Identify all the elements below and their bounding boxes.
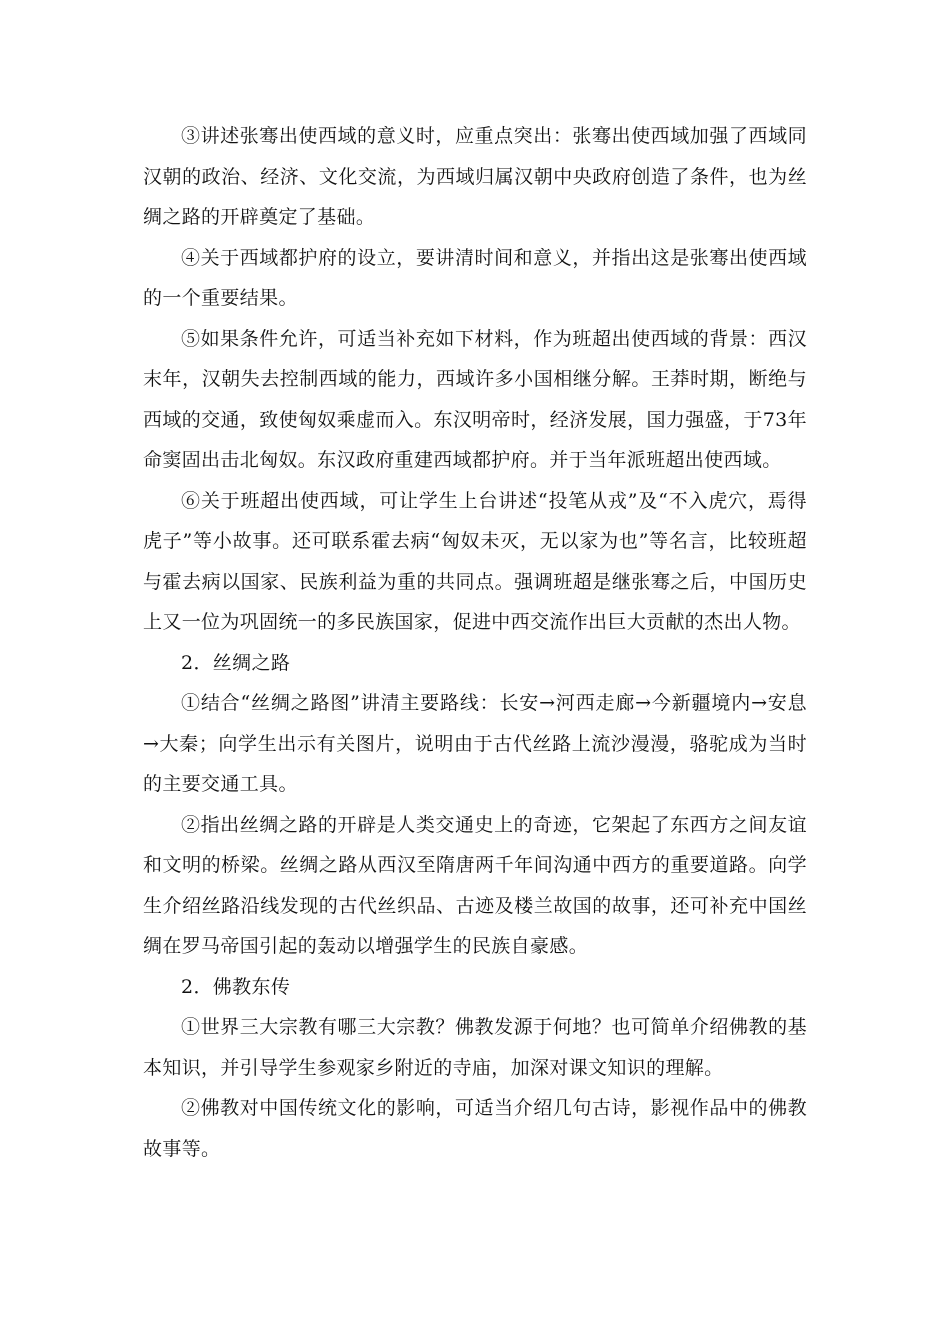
section-heading-buddhism: 2．佛教东传: [181, 975, 291, 998]
paragraph-ban-chao-stories: ⑥关于班超出使西域，可让学生上台讲述“投笔从戎”及“不入虎穴，焉得虎子”等小故事。还可联系霍去病“匈奴未灭，无以家为也”等名言，比较班超与霍去病以国家、民族利益为重的共同点。强调班超是继张骞之后，中国历史上又一位为巩固统一的多民族国家，促进中西交流作出巨大贡献的杰出人物。: [143, 489, 807, 633]
paragraph-silk-road-route: ①结合“丝绸之路图”讲清主要路线：长安→河西走廊→今新疆境内→安息→大秦；向学生出示有关图片，说明由于古代丝路上流沙漫漫，骆驼成为当时的主要交通工具。: [143, 692, 807, 795]
paragraph-zhang-qian-significance: ③讲述张骞出使西域的意义时，应重点突出：张骞出使西域加强了西域同汉朝的政治、经济、文化交流，为西域归属汉朝中央政府创造了条件，也为丝绸之路的开辟奠定了基础。: [143, 125, 807, 228]
paragraph-ban-chao-background: ⑤如果条件允许，可适当补充如下材料，作为班超出使西域的背景：西汉末年，汉朝失去控制西域的能力，西域许多小国相继分解。王莽时期，断绝与西域的交通，致使匈奴乘虚而入。东汉明帝时，经济发展，国力强盛，于73年命窦固出击北匈奴。东汉政府重建西域都护府。并于当年派班超出使西域。: [143, 327, 807, 471]
document-body: [143, 116, 807, 1169]
paragraph-three-religions: ①世界三大宗教有哪三大宗教？佛教发源于何地？也可简单介绍佛教的基本知识，并引导学生参观家乡附近的寺庙，加深对课文知识的理解。: [143, 1016, 807, 1079]
paragraph-buddhism-influence: ②佛教对中国传统文化的影响，可适当介绍几句古诗，影视作品中的佛教故事等。: [143, 1097, 807, 1160]
paragraph-protectorate-establishment: ④关于西域都护府的设立，要讲清时间和意义，并指出这是张骞出使西域的一个重要结果。: [143, 246, 807, 309]
paragraph-silk-road-significance: ②指出丝绸之路的开辟是人类交通史上的奇迹，它架起了东西方之间友谊和文明的桥梁。丝绸之路从西汉至隋唐两千年间沟通中西方的重要道路。向学生介绍丝路沿线发现的古代丝织品、古迹及楼兰故国的故事，还可补充中国丝绸在罗马帝国引起的轰动以增强学生的民族自豪感。: [143, 813, 807, 957]
section-heading-silk-road: 2．丝绸之路: [181, 651, 291, 674]
